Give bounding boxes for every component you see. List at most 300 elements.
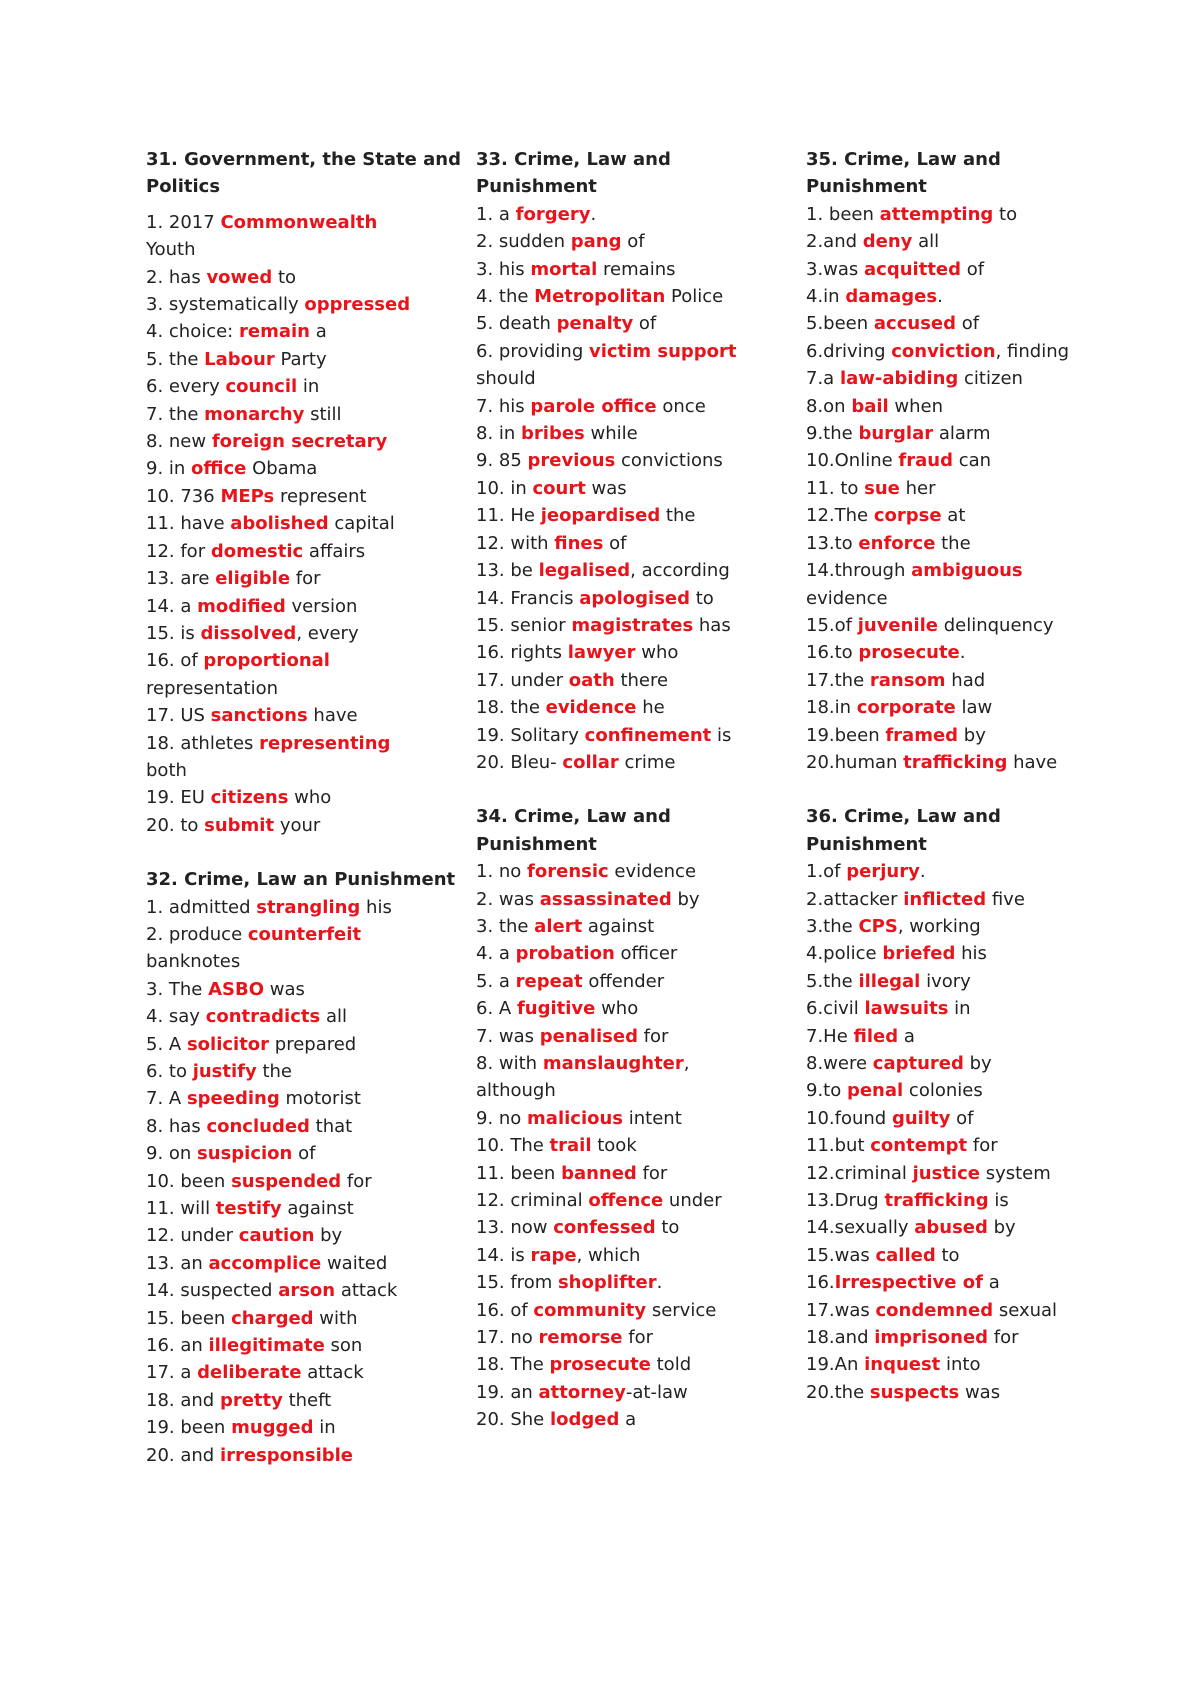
line-prefix: 16. rights: [476, 642, 568, 664]
vocabulary-line: [146, 1250, 466, 1277]
vocabulary-line: [146, 1359, 466, 1386]
line-prefix: 14. Francis: [476, 587, 580, 609]
line-prefix: 16.: [806, 1272, 835, 1294]
highlighted-word: arson: [278, 1280, 336, 1302]
line-prefix: 15. been: [146, 1307, 232, 1329]
highlighted-word: ASBO: [208, 978, 265, 1000]
highlighted-word: previous: [527, 450, 616, 472]
highlighted-word: community: [533, 1299, 647, 1321]
vocabulary-line: [806, 283, 1126, 310]
highlighted-word: testify: [215, 1198, 282, 1220]
highlighted-word: penalty: [556, 313, 634, 335]
line-prefix: 14. suspected: [146, 1280, 279, 1302]
highlighted-word: dissolved: [200, 622, 297, 644]
line-prefix: 16. of: [476, 1299, 534, 1321]
vocabulary-line: [146, 346, 466, 373]
highlighted-word: contradicts: [205, 1006, 321, 1028]
line-prefix: 5.been: [806, 313, 874, 335]
line-prefix: 14. is: [476, 1244, 531, 1266]
highlighted-word: lawsuits: [864, 998, 949, 1020]
line-suffix: for: [622, 1327, 653, 1349]
vocabulary-line: [806, 1214, 1126, 1241]
highlighted-word: bail: [851, 395, 889, 417]
line-suffix: , which: [576, 1244, 641, 1266]
line-prefix: 6. every: [146, 376, 226, 398]
line-prefix: representation: [146, 677, 279, 699]
line-prefix: 16. an: [146, 1335, 209, 1357]
line-prefix: 5. A: [146, 1033, 187, 1055]
line-prefix: 18. and: [146, 1389, 220, 1411]
vocabulary-line: [476, 1077, 796, 1104]
line-suffix: convictions: [615, 450, 723, 472]
line-prefix: although: [476, 1080, 556, 1102]
line-prefix: 19.An: [806, 1354, 865, 1376]
line-suffix: , working: [897, 915, 981, 937]
highlighted-word: confinement: [584, 724, 712, 746]
line-suffix: a: [982, 1272, 1000, 1294]
line-suffix: .: [959, 642, 966, 664]
vocabulary-line: [806, 858, 1126, 885]
vocabulary-line: [146, 1277, 466, 1304]
line-suffix: waited: [321, 1252, 388, 1274]
line-suffix: for: [988, 1327, 1019, 1349]
highlighted-word: Irrespective of: [834, 1272, 983, 1294]
line-prefix: 13. be: [476, 560, 539, 582]
line-prefix: 6. providing: [476, 340, 589, 362]
line-prefix: 3. The: [146, 978, 209, 1000]
highlighted-word: confessed: [553, 1217, 656, 1239]
highlighted-word: proportional: [203, 650, 330, 672]
line-suffix: by: [314, 1225, 343, 1247]
line-prefix: 6. A: [476, 998, 517, 1020]
highlighted-word: trafficking: [903, 751, 1008, 773]
vocabulary-line: [476, 393, 796, 420]
vocabulary-line: [476, 1160, 796, 1187]
vocabulary-line: [806, 530, 1126, 557]
vocabulary-line: [806, 1297, 1126, 1324]
line-prefix: 1.of: [806, 861, 847, 883]
highlighted-word: framed: [885, 724, 959, 746]
highlighted-word: office: [191, 458, 247, 480]
highlighted-word: attempting: [879, 203, 994, 225]
highlighted-word: pretty: [219, 1389, 283, 1411]
vocabulary-line: [806, 749, 1126, 776]
line-prefix: 12.The: [806, 505, 874, 527]
line-prefix: 9. on: [146, 1143, 198, 1165]
line-suffix: his: [955, 943, 987, 965]
line-suffix: there: [614, 669, 669, 691]
highlighted-word: contempt: [870, 1135, 968, 1157]
vocabulary-line: [476, 694, 796, 721]
highlighted-word: mortal: [530, 258, 598, 280]
line-suffix: , finding: [995, 340, 1070, 362]
line-suffix: to: [993, 203, 1018, 225]
line-prefix: 20.human: [806, 751, 904, 773]
highlighted-word: offence: [588, 1190, 664, 1212]
line-prefix: 18. athletes: [146, 732, 260, 754]
line-prefix: 2.and: [806, 231, 863, 253]
line-suffix: system: [979, 1162, 1051, 1184]
line-suffix: by: [963, 1053, 992, 1074]
line-suffix: your: [274, 814, 321, 836]
highlighted-word: illegitimate: [208, 1335, 325, 1357]
line-prefix: 1. a: [476, 203, 516, 225]
line-suffix: .: [590, 203, 597, 225]
line-suffix: by: [958, 724, 986, 746]
line-suffix: at: [941, 505, 966, 527]
line-suffix: service: [646, 1299, 717, 1321]
vocabulary-line: [476, 1023, 796, 1050]
highlighted-word: Labour: [204, 348, 275, 370]
line-suffix: is: [988, 1190, 1009, 1212]
highlighted-word: remorse: [538, 1327, 623, 1349]
vocabulary-line: [476, 995, 796, 1022]
line-suffix: told: [650, 1354, 692, 1376]
highlighted-word: representing: [259, 732, 391, 754]
line-suffix: for: [636, 1162, 668, 1184]
line-prefix: 3.the: [806, 915, 859, 937]
line-suffix: version: [285, 595, 358, 617]
line-suffix: for: [637, 1025, 669, 1047]
line-suffix: have: [1007, 751, 1058, 773]
vocabulary-line: [806, 1269, 1126, 1296]
line-suffix: colonies: [903, 1080, 983, 1102]
vocabulary-line: [476, 749, 796, 776]
vocabulary-line: [476, 1132, 796, 1159]
line-prefix: 7.He: [806, 1025, 854, 1047]
highlighted-word: remain: [238, 321, 310, 343]
vocabulary-line: [476, 940, 796, 967]
vocabulary-line: [806, 1187, 1126, 1214]
line-prefix: 10. been: [146, 1170, 232, 1192]
line-prefix: 8. has: [146, 1115, 207, 1137]
highlighted-word: briefed: [882, 943, 956, 965]
highlighted-word: penalised: [539, 1025, 638, 1047]
line-suffix: can: [952, 450, 992, 472]
line-suffix: a: [898, 1025, 915, 1047]
line-suffix: , according: [630, 560, 730, 582]
line-prefix: 18.and: [806, 1327, 875, 1349]
vocabulary-section: [476, 803, 796, 1433]
line-prefix: 11.but: [806, 1135, 871, 1157]
highlighted-word: modified: [197, 595, 286, 617]
vocabulary-line: [146, 1140, 466, 1167]
highlighted-word: accomplice: [208, 1252, 322, 1274]
line-prefix: 8.on: [806, 395, 852, 417]
vocabulary-line: [806, 475, 1126, 502]
line-suffix: crime: [618, 751, 676, 773]
vocabulary-line: [806, 639, 1126, 666]
line-suffix: has: [693, 614, 731, 636]
line-prefix: 15. from: [476, 1272, 558, 1294]
highlighted-word: juvenile: [857, 614, 938, 636]
line-prefix: 16. of: [146, 650, 204, 672]
vocabulary-line: [146, 620, 466, 647]
line-prefix: 14. a: [146, 595, 198, 617]
vocabulary-line: [806, 694, 1126, 721]
highlighted-word: inquest: [864, 1354, 941, 1376]
vocabulary-line: [806, 1324, 1126, 1351]
highlighted-word: sanctions: [210, 705, 308, 727]
vocabulary-line: [146, 921, 466, 948]
line-suffix: delinquency: [938, 614, 1054, 636]
highlighted-word: manslaughter: [542, 1053, 684, 1074]
line-prefix: evidence: [806, 587, 888, 609]
line-suffix: to: [655, 1217, 680, 1239]
line-prefix: 12. under: [146, 1225, 239, 1247]
highlighted-word: accused: [873, 313, 956, 335]
line-suffix: affairs: [303, 540, 366, 562]
line-suffix: once: [656, 395, 706, 417]
highlighted-word: vowed: [206, 266, 273, 288]
line-suffix: five: [986, 888, 1025, 910]
section-title: 31. Government, the State and Politics: [146, 149, 461, 198]
line-prefix: 17.was: [806, 1299, 876, 1321]
vocabulary-line: [476, 886, 796, 913]
vocabulary-line: [146, 647, 466, 674]
line-suffix: his: [360, 896, 392, 918]
highlighted-word: rape: [530, 1244, 577, 1266]
line-suffix: to: [935, 1244, 960, 1266]
vocabulary-line: [476, 639, 796, 666]
highlighted-word: jeopardised: [540, 505, 661, 527]
highlighted-word: oath: [568, 669, 615, 691]
line-suffix: when: [888, 395, 944, 417]
vocabulary-line: [146, 1113, 466, 1140]
line-prefix: 19. an: [476, 1381, 539, 1403]
line-prefix: 4. the: [476, 286, 535, 308]
highlighted-word: repeat: [515, 970, 583, 992]
highlighted-word: attorney: [538, 1381, 626, 1403]
line-suffix: he: [636, 697, 665, 719]
line-prefix: 19.been: [806, 724, 886, 746]
highlighted-word: CPS: [858, 915, 898, 937]
highlighted-word: justify: [192, 1061, 257, 1082]
vocabulary-line: [146, 291, 466, 318]
line-suffix: of: [621, 231, 645, 253]
highlighted-word: sue: [864, 477, 900, 499]
line-prefix: 17. a: [146, 1362, 198, 1384]
line-prefix: 4.police: [806, 943, 883, 965]
line-suffix: sexual: [993, 1299, 1058, 1321]
vocabulary-line: [476, 283, 796, 310]
vocabulary-section: [806, 146, 1126, 776]
vocabulary-line: [146, 1031, 466, 1058]
vocabulary-line: [476, 968, 796, 995]
line-prefix: 10. The: [476, 1135, 550, 1157]
line-suffix: attack: [301, 1362, 364, 1384]
line-suffix: officer: [614, 943, 678, 965]
line-prefix: 1. admitted: [146, 896, 257, 918]
line-prefix: 7. his: [476, 395, 531, 417]
highlighted-word: apologised: [579, 587, 691, 609]
line-prefix: 7. A: [146, 1088, 187, 1110]
vocabulary-line: [146, 948, 466, 975]
line-suffix: the: [660, 505, 696, 527]
line-prefix: 15.was: [806, 1244, 876, 1266]
line-prefix: 19. Solitary: [476, 724, 585, 746]
line-suffix: -at-law: [625, 1381, 688, 1403]
line-suffix: of: [950, 1107, 974, 1129]
vocabulary-line: [476, 256, 796, 283]
section-title: 36. Crime, Law and Punishment: [806, 806, 1001, 855]
line-suffix: in: [297, 376, 320, 398]
vocabulary-line: [476, 913, 796, 940]
section-title: 32. Crime, Law an Punishment: [146, 869, 456, 891]
vocabulary-line: [476, 420, 796, 447]
highlighted-word: law-abiding: [839, 368, 959, 390]
vocabulary-line: [476, 201, 796, 228]
line-suffix: that: [309, 1115, 353, 1137]
line-suffix: Obama: [246, 458, 318, 480]
vocabulary-line: [476, 1105, 796, 1132]
line-prefix: 2. has: [146, 266, 207, 288]
column-1: [146, 146, 466, 1496]
highlighted-word: collar: [562, 751, 619, 773]
line-prefix: 4.in: [806, 286, 846, 308]
line-suffix: of: [603, 532, 627, 554]
highlighted-word: shoplifter: [557, 1272, 657, 1294]
highlighted-word: domestic: [210, 540, 304, 562]
line-prefix: 3. systematically: [146, 294, 305, 316]
line-prefix: 15.of: [806, 614, 858, 636]
line-suffix: represent: [274, 485, 367, 507]
line-prefix: 17.the: [806, 669, 870, 691]
line-suffix: the: [256, 1061, 292, 1082]
highlighted-word: irresponsible: [219, 1444, 353, 1466]
line-suffix: .: [937, 286, 943, 308]
vocabulary-line: [806, 502, 1126, 529]
vocabulary-line: [146, 209, 466, 236]
highlighted-word: banned: [561, 1162, 637, 1184]
vocabulary-line: [146, 373, 466, 400]
line-suffix: remains: [597, 258, 676, 280]
line-suffix: evidence: [608, 861, 697, 883]
line-suffix: .: [656, 1272, 663, 1294]
highlighted-word: evidence: [545, 697, 637, 719]
highlighted-word: abused: [914, 1217, 988, 1239]
highlighted-word: foreign secretary: [211, 431, 388, 453]
vocabulary-line: [146, 565, 466, 592]
line-suffix: son: [324, 1335, 363, 1357]
highlighted-word: Metropolitan: [534, 286, 666, 308]
line-prefix: 18. The: [476, 1354, 550, 1376]
line-prefix: 20. to: [146, 814, 205, 836]
vocabulary-line: [476, 1379, 796, 1406]
highlighted-word: monarchy: [204, 403, 305, 425]
column-2: [476, 146, 796, 1461]
line-suffix: Party: [274, 348, 327, 370]
highlighted-word: burglar: [858, 423, 934, 445]
vocabulary-line: [476, 1324, 796, 1351]
vocabulary-line: [146, 318, 466, 345]
vocabulary-line: [476, 1242, 796, 1269]
highlighted-word: inflicted: [903, 888, 987, 910]
line-prefix: 19. been: [146, 1417, 232, 1439]
highlighted-word: solicitor: [186, 1033, 270, 1055]
line-suffix: with: [313, 1307, 358, 1329]
line-suffix: motorist: [279, 1088, 361, 1110]
line-prefix: 4. choice:: [146, 321, 239, 343]
line-prefix: 7. the: [146, 403, 205, 425]
line-prefix: 9. in: [146, 458, 192, 480]
highlighted-word: probation: [515, 943, 615, 965]
highlighted-word: fines: [554, 532, 604, 554]
line-prefix: 15. is: [146, 622, 201, 644]
vocabulary-line: [806, 612, 1126, 639]
line-prefix: 20. Bleu-: [476, 751, 563, 773]
vocabulary-section: [806, 803, 1126, 1406]
vocabulary-line: [806, 913, 1126, 940]
line-suffix: offender: [582, 970, 665, 992]
line-prefix: 13. an: [146, 1252, 209, 1274]
vocabulary-line: [146, 236, 466, 263]
vocabulary-line: [806, 1077, 1126, 1104]
line-prefix: 12.criminal: [806, 1162, 913, 1184]
highlighted-word: suspects: [869, 1381, 960, 1403]
highlighted-word: victim support: [588, 340, 737, 362]
line-prefix: 11. will: [146, 1198, 216, 1220]
highlighted-word: justice: [912, 1162, 980, 1184]
vocabulary-line: [146, 483, 466, 510]
line-suffix: , every: [296, 622, 359, 644]
line-prefix: 1. no: [476, 861, 528, 883]
highlighted-word: trail: [549, 1135, 592, 1157]
line-prefix: 11. been: [476, 1162, 562, 1184]
section-title: 34. Crime, Law and Punishment: [476, 806, 671, 855]
highlighted-word: forensic: [527, 861, 609, 883]
highlighted-word: conviction: [891, 340, 996, 362]
line-suffix: who: [288, 787, 332, 809]
vocabulary-line: [806, 201, 1126, 228]
vocabulary-line: [146, 1442, 466, 1469]
highlighted-word: submit: [204, 814, 275, 836]
line-suffix: into: [940, 1354, 981, 1376]
line-prefix: 14.through: [806, 560, 912, 582]
highlighted-word: caution: [238, 1225, 315, 1247]
line-suffix: to: [272, 266, 297, 288]
vocabulary-line: [476, 310, 796, 337]
highlighted-word: MEPs: [220, 485, 275, 507]
line-prefix: 8. in: [476, 423, 522, 445]
line-prefix: 5. a: [476, 970, 516, 992]
line-suffix: Police: [665, 286, 724, 308]
vocabulary-line: [806, 1050, 1126, 1077]
highlighted-word: council: [225, 376, 298, 398]
line-suffix: the: [935, 532, 971, 554]
line-suffix: was: [959, 1381, 1001, 1403]
highlighted-word: legalised: [538, 560, 631, 582]
line-prefix: 7.a: [806, 368, 840, 390]
line-prefix: 18.in: [806, 697, 857, 719]
highlighted-word: mugged: [231, 1417, 314, 1439]
vocabulary-line: [146, 264, 466, 291]
vocabulary-line: [806, 886, 1126, 913]
highlighted-word: lawyer: [567, 642, 636, 664]
line-prefix: 7. was: [476, 1025, 540, 1047]
highlighted-word: pang: [570, 231, 622, 253]
line-suffix: was: [585, 477, 627, 499]
vocabulary-line: [806, 1160, 1126, 1187]
highlighted-word: prosecute: [858, 642, 960, 664]
line-prefix: 10. in: [476, 477, 533, 499]
highlighted-word: perjury: [846, 861, 920, 883]
line-suffix: intent: [623, 1107, 682, 1129]
line-suffix: to: [690, 587, 714, 609]
vocabulary-line: [146, 1387, 466, 1414]
line-suffix: for: [341, 1170, 372, 1192]
vocabulary-line: [806, 228, 1126, 255]
